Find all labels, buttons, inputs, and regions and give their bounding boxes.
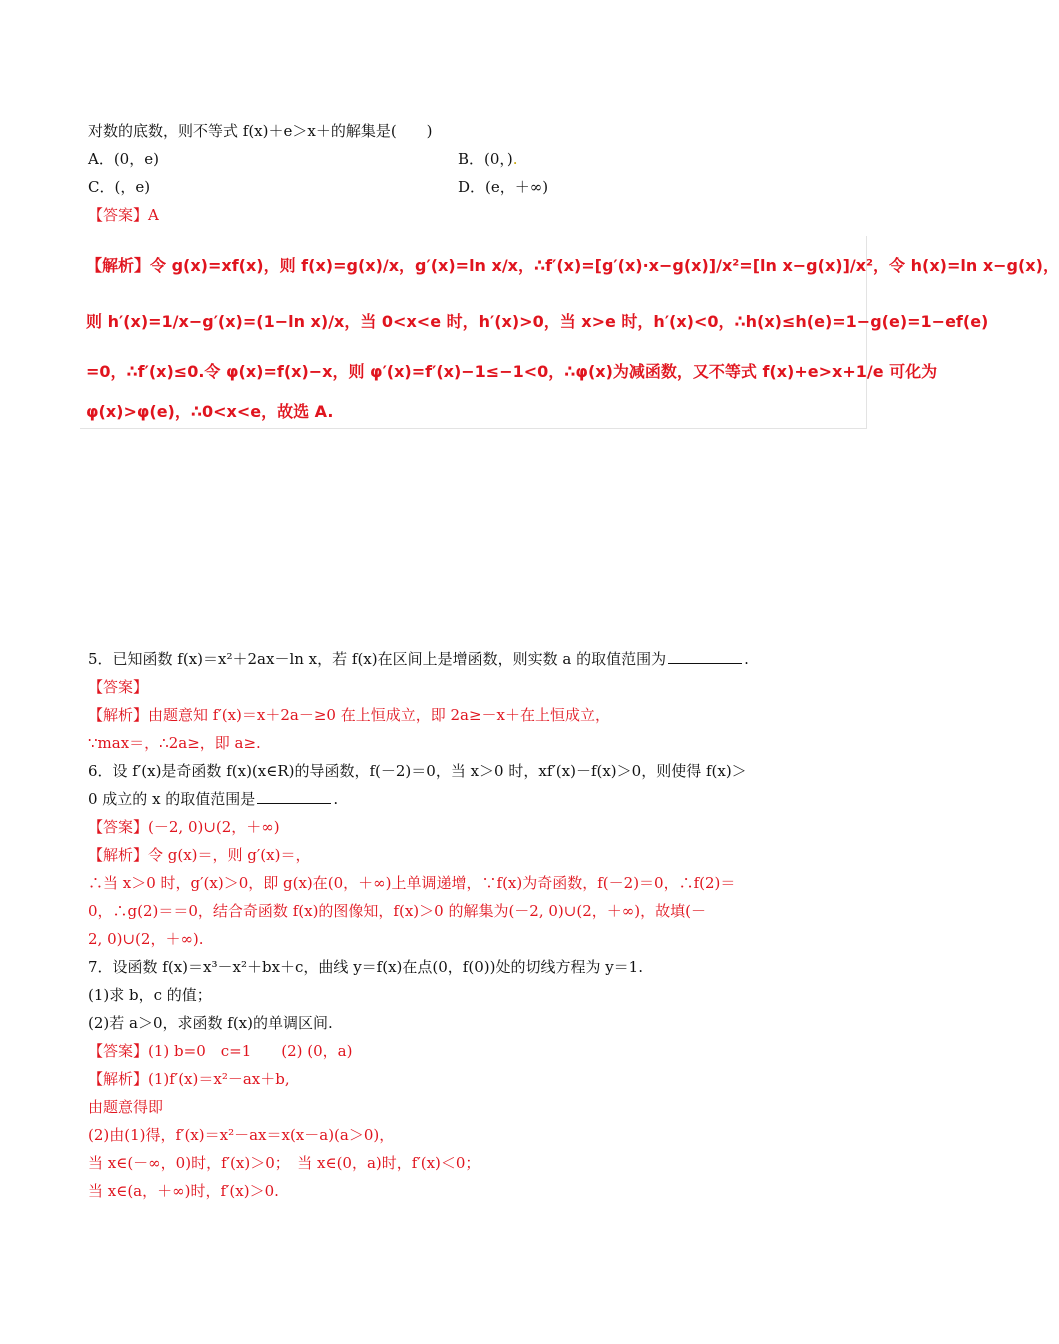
q7-analysis-1: 【解析】(1)f′(x)＝x²－ax＋b, <box>88 1070 290 1088</box>
q4-answer: 【答案】A <box>88 206 159 224</box>
q7-analysis-4: 当 x∈(－∞，0)时，f′(x)＞0； 当 x∈(0，a)时，f′(x)＜0； <box>88 1154 481 1172</box>
q5-analysis-2: ∵max＝，∴2a≥，即 a≥. <box>88 734 261 752</box>
q4-option-c: C．(，e) <box>88 178 151 196</box>
option-b-mark: . <box>512 150 518 168</box>
q7-analysis-5: 当 x∈(a，＋∞)时，f′(x)＞0. <box>88 1182 279 1200</box>
q4-option-a: A．(0，e) <box>88 150 159 168</box>
q7-answer: 【答案】(1) b=0 c=1 (2) (0，a) <box>88 1042 353 1060</box>
q4-analysis-box <box>80 236 1059 429</box>
q5-stem: 5．已知函数 f(x)＝x²＋2ax－ln x，若 f(x)在区间上是增函数，则实数 a 的取值范围为 . <box>88 650 749 668</box>
q4-stem: 对数的底数，则不等式 f(x)＋e＞x＋的解集是( ) <box>88 122 433 140</box>
answer-blank <box>668 649 742 664</box>
q4-analysis-line-3: =0，∴f′(x)≤0.令 φ(x)=f(x)−x，则 φ′(x)=f′(x)−1≤−1<0，∴φ(x)为减函数，又不等式 f(x)+e>x+1/e 可化为 <box>86 362 938 381</box>
q5-analysis-1: 【解析】由题意知 f′(x)＝x＋2a－≥0 在上恒成立，即 2a≥－x＋在上恒成立， <box>88 706 610 724</box>
q6-analysis-3: 0，∴g(2)＝＝0，结合奇函数 f(x)的图像知，f(x)＞0 的解集为(－2, 0)∪(2，＋∞)，故填(－ <box>88 902 706 920</box>
q6-answer: 【答案】(－2, 0)∪(2，＋∞) <box>88 818 280 836</box>
answer-blank <box>257 789 331 804</box>
q4-analysis-line-1: 【解析】令 g(x)=xf(x)，则 f(x)=g(x)/x，g′(x)=ln x/x，∴f′(x)=[g′(x)·x−g(x)]/x²=[ln x−g(x)]/x²，令 h(x)=ln x−g(x)， <box>86 256 1059 275</box>
q4-option-d: D．(e，＋∞) <box>458 178 549 196</box>
q5-answer: 【答案】 <box>88 678 149 696</box>
q7-stem: 7．设函数 f(x)＝x³－x²＋bx＋c，曲线 y＝f(x)在点(0，f(0))处的切线方程为 y＝1. <box>88 958 643 976</box>
q6-stem-1: 6．设 f′(x)是奇函数 f(x)(x∈R)的导函数，f(－2)＝0，当 x＞0 时，xf′(x)－f(x)＞0，则使得 f(x)＞ <box>88 762 747 780</box>
q7-part-1: (1)求 b，c 的值； <box>88 986 212 1004</box>
q7-analysis-2: 由题意得即 <box>88 1098 164 1116</box>
q4-analysis-line-4: φ(x)>φ(e)，∴0<x<e，故选 A. <box>86 402 334 421</box>
q7-part-2: (2)若 a＞0，求函数 f(x)的单调区间. <box>88 1014 333 1032</box>
q6-analysis-4: 2, 0)∪(2，＋∞). <box>88 930 204 948</box>
q7-analysis-3: (2)由(1)得，f′(x)＝x²－ax＝x(x－a)(a＞0)， <box>88 1126 395 1144</box>
q6-analysis-1: 【解析】令 g(x)＝，则 g′(x)＝， <box>88 846 311 864</box>
q6-stem-2: 0 成立的 x 的取值范围是 . <box>88 790 339 808</box>
q4-option-b: B．(0，). <box>458 150 518 168</box>
q4-analysis-line-2: 则 h′(x)=1/x−g′(x)=(1−ln x)/x，当 0<x<e 时，h′(x)>0，当 x>e 时，h′(x)<0，∴h(x)≤h(e)=1−g(e)=1−ef(e) <box>86 312 989 331</box>
q6-analysis-2: ∴当 x＞0 时，g′(x)＞0，即 g(x)在(0，＋∞)上单调递增，∵f(x)为奇函数，f(－2)＝0，∴f(2)＝ <box>88 874 736 892</box>
